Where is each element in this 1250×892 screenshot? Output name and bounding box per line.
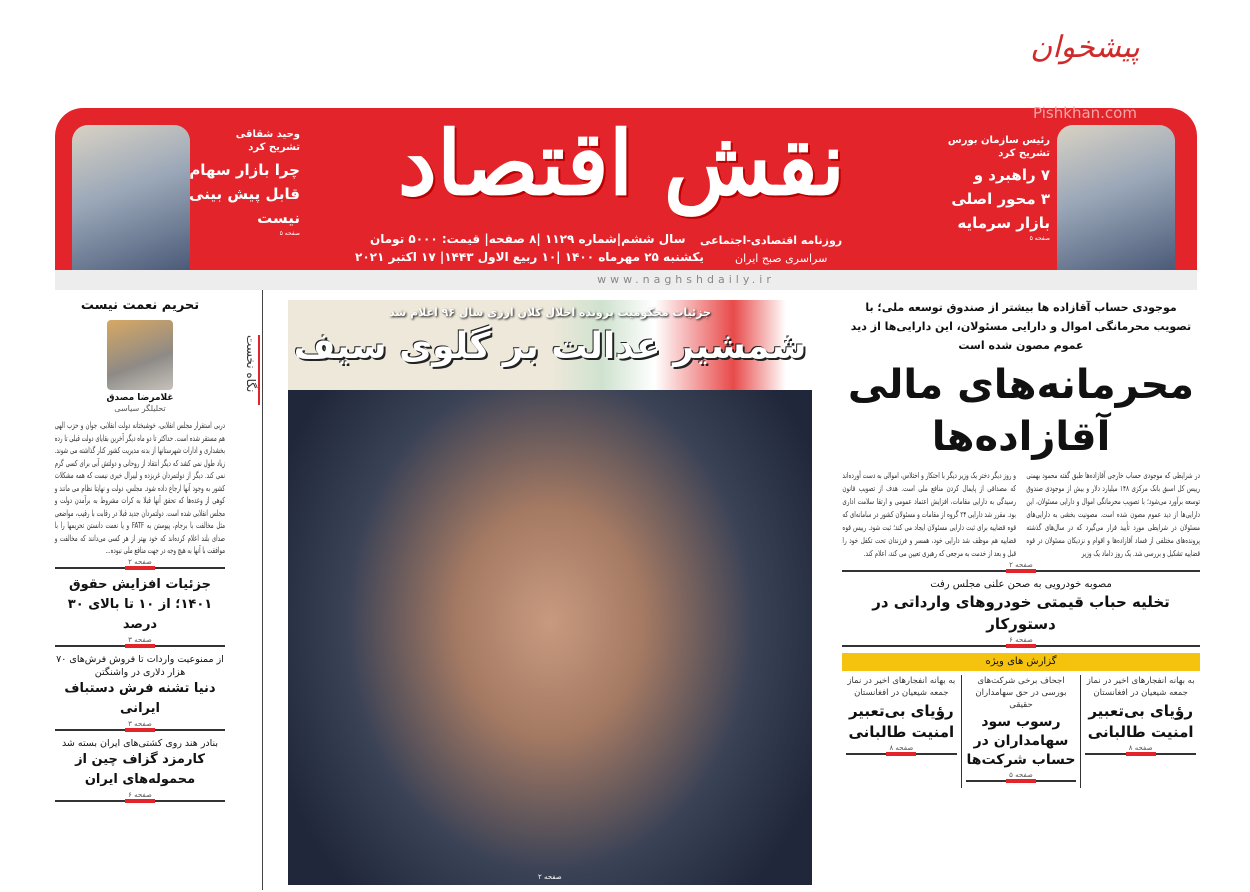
page-ref: صفحه ۳ — [128, 719, 152, 728]
page-ref: صفحه ۲ — [1009, 561, 1033, 569]
story-kicker: بنادر هند روی کشتی‌های ایران بسته شد — [61, 737, 219, 749]
cover-photo[interactable] — [288, 300, 812, 885]
column-divider — [1080, 675, 1081, 788]
special-report-3[interactable] — [842, 675, 961, 788]
divider — [55, 567, 225, 569]
story-title: رسوب سود سهامداران در حساب شرکت‌ها — [966, 714, 1076, 768]
story-kicker: از ممنوعیت واردات تا فروش فرش‌های ۷۰ هزار دلاری در واشنگتن — [56, 653, 224, 678]
lead-body-left: و روز دیگر دختر یک وزیر دیگر با احتکار و اختلاس، اموالی به دست آورده‌اند که مصداقی از پایمال کردن منافع ملی است. هدف از تصویب قانون رسیدگی به دارایی مقامات، افزایش اعتماد عمومی و ارتقا سلامت اداری بود. مقرر شد دارایی ۲۴ گروه از مقامات و مسئولان کشور در سامانه‌ای که قوه قضاییه برای ثبت دارایی مسئولان ایجاد می کند؛ ثبت شود. رییس قوه قضاییه هم موظف شد دارایی خود، همسر و فرزندان تحت تکفل خود را قبل و بعد از خدمت به مرجعی که رهبری تعیین می کند، اعلام کند. — [842, 471, 1016, 558]
story-title: رؤیای بی‌تعبیر امنیت طالبانی — [1087, 702, 1194, 741]
left-column — [55, 298, 225, 808]
banner-right-story[interactable] — [930, 134, 1050, 243]
column-divider — [961, 675, 962, 788]
website[interactable]: www.naghshdaily.ir — [55, 270, 1197, 290]
author-role: تحلیلگر سیاسی — [114, 404, 166, 413]
banner-left-story[interactable] — [189, 128, 300, 238]
watermark-en: Pishkhan.com — [1033, 104, 1137, 122]
newspaper-logo: نقش اقتصاد — [397, 111, 845, 215]
story-title: جزئیات افزایش حقوق ۱۴۰۱؛ از ۱۰ تا بالای ۳۰ درصد — [67, 576, 213, 632]
kicker: تشریح کرد — [248, 142, 300, 153]
left-story-2[interactable] — [55, 653, 225, 737]
editorial-title: تحریم نعمت نیست — [80, 298, 200, 313]
column-divider — [262, 290, 263, 890]
lead-title-2: آقازاده‌ها — [931, 414, 1111, 460]
page-ref: صفحه ۶ — [1009, 636, 1033, 644]
divider — [842, 570, 1200, 572]
editorial[interactable] — [55, 298, 225, 575]
divider — [55, 800, 225, 802]
lead-kicker: موجودی حساب آقازاده ها بیشتر از صندوق توسعه ملی؛ با تصویب محرمانگی اموال و دارایی مسئولان، این دارایی‌ها از دید عموم مصون شده است — [850, 301, 1192, 352]
car-story[interactable] — [842, 578, 1200, 653]
story-kicker: مصوبه خودرویی به صحن علنی مجلس رفت — [930, 579, 1112, 590]
special-report-1[interactable] — [1081, 675, 1200, 788]
kicker: رئیس سازمان بورس — [947, 135, 1050, 146]
section-label: نگاه نخست — [240, 335, 260, 405]
left-story-1[interactable] — [55, 575, 225, 653]
right-column — [842, 298, 1200, 788]
kicker: وحید شقاقی — [235, 129, 300, 140]
divider — [55, 645, 225, 647]
watermark-fa: پیشخوان — [1030, 30, 1140, 65]
story-title: تخلیه حباب قیمتی خودروهای وارداتی در دستورکار — [872, 593, 1170, 633]
story-title: رؤیای بی‌تعبیر امنیت طالبانی — [848, 702, 955, 741]
special-reports — [842, 675, 1200, 788]
title-line: قابل پیش بینی — [189, 185, 300, 203]
shaghaghi-photo — [72, 125, 190, 270]
page-ref: صفحه ۵ — [1029, 235, 1050, 242]
lead-story[interactable] — [842, 298, 1200, 578]
pishkhan-watermark — [1020, 30, 1150, 100]
author-name: غلامرضا مصدق — [106, 393, 174, 403]
page-ref: صفحه ۳ — [128, 635, 152, 644]
lead-body-right: در شرایطی که موجودی حساب خارجی آقازاده‌ها طبق گفته محمود بهمنی رییس کل اسبق بانک مرکزی ۱۴۸ میلیارد دلار و بیش از موجودی صندوق توسعه برآورد می‌شود؛ با تصویب محرمانگی اموال و دارایی مسئولان، این دارایی‌ها از دید عموم مصون شده است. مصونیت بخشی به دارایی‌های مسئولان در شرایطی مورد تأیید قرار می‌گیرد که در سال‌های گذشته پرونده‌های مختلفی از فساد آقازاده‌ها و اقوام و نزدیکان مسئولان در قوه قضاییه تشکیل و بررسی شد. یک روز داماد یک وزیر — [1026, 471, 1201, 558]
page-ref: صفحه ۲ — [128, 557, 152, 566]
special-report-2[interactable] — [962, 675, 1081, 788]
story-title: دنیا تشنه فرش دستباف ایرانی — [64, 680, 216, 716]
coverage: سراسری صبح ایران — [735, 252, 828, 265]
page-ref: صفحه ۵ — [279, 230, 300, 237]
page-ref: صفحه ۶ — [128, 790, 152, 799]
divider — [846, 753, 957, 755]
bourse-head-photo — [1057, 125, 1175, 270]
title-line: چرا بازار سهام — [189, 161, 300, 179]
divider — [55, 729, 225, 731]
title-line: ۳ محور اصلی — [951, 190, 1050, 208]
story-title: کارمزد گزاف چین از محموله‌های ایران — [75, 751, 205, 787]
cover-kicker: جزئیات محکومیت پرونده اخلال کلان ارزی سال ۹۶ اعلام شد — [389, 306, 711, 319]
date-info: یکشنبه ۲۵ مهرماه ۱۴۰۰ |۱۰ ربیع الاول ۱۴۴۳| ۱۷ اکتبر ۲۰۲۱ — [355, 250, 704, 264]
title-line: ۷ راهبرد و — [973, 166, 1050, 184]
story-kicker: به بهانه انفجارهای اخیر در نماز جمعه شیعیان در افغانستان — [1086, 676, 1195, 698]
divider — [842, 645, 1200, 647]
kicker: تشریح کرد — [998, 148, 1050, 159]
title-line: بازار سرمایه — [957, 214, 1050, 232]
page-ref: صفحه ۵ — [1009, 771, 1033, 779]
story-kicker: اجحاف برخی شرکت‌های بورسی در حق سهامداران حقیقی — [975, 676, 1067, 710]
page-ref: صفحه ۸ — [889, 744, 914, 752]
page-ref: صفحه ۲ — [538, 873, 562, 881]
cover-title: شمشیر عدالت بر گلوی سیف — [293, 326, 807, 367]
page-ref: صفحه ۸ — [1128, 744, 1153, 752]
lead-title-1: محرمانه‌های مالی — [847, 362, 1195, 408]
left-story-3[interactable] — [55, 737, 225, 808]
special-reports-header: گزارش های ویژه — [842, 653, 1200, 671]
editorial-body: دربی استقرار مجلس انقلابی، خوشبختانه دولت انقلابی، جوان و حزب الهی هم مستقر شده است. حداکثر تا دو ماه دیگر آخرین بقایای دولت قبلی تا رده بخشداری و ادارات شهرستانها از بدنه مدیریت کشور کنار گذاشته می شوند. زیاد طول نمی کشد که دیگر انتقاد از روحانی و دولتش آبی برای کسی گرم نمی کند. دیگر از دولتمردان غربزده و لیبرال خبری نیست که همه مشکلات کشور به وجود آنها ارجاع داده شود. مجلس، دولت و نهایتا نظام می مانند و کوهی از وعده‌ها که تحقق آنها قبلا به کرات مشروط به برآمدن دولت و مجلس انقلابی شده است. دولتمردان جدید قبلا در رقابت با رقیب، مواضعی مثل مخالفت با برجام، پیوستن به FATF و یا نعمت دانستن تحریمها را با صدای بلند اعلام کرده‌اند که خود بهتر از هر کسی می‌دانند که مخالفت و موافقت با آنها به هیچ وجه در جهت منافع ملی نبوده... — [54, 420, 225, 555]
divider — [1085, 753, 1196, 755]
issue-info: سال ششم|شماره ۱۱۲۹ |۸ صفحه| قیمت: ۵۰۰۰ تومان — [370, 232, 686, 246]
tagline: روزنامه اقتصادی-اجتماعی — [700, 234, 843, 247]
author-photo — [107, 320, 173, 390]
story-kicker: به بهانه انفجارهای اخیر در نماز جمعه شیعیان در افغانستان — [847, 676, 956, 698]
divider — [966, 780, 1077, 782]
title-line: نیست — [257, 209, 300, 227]
